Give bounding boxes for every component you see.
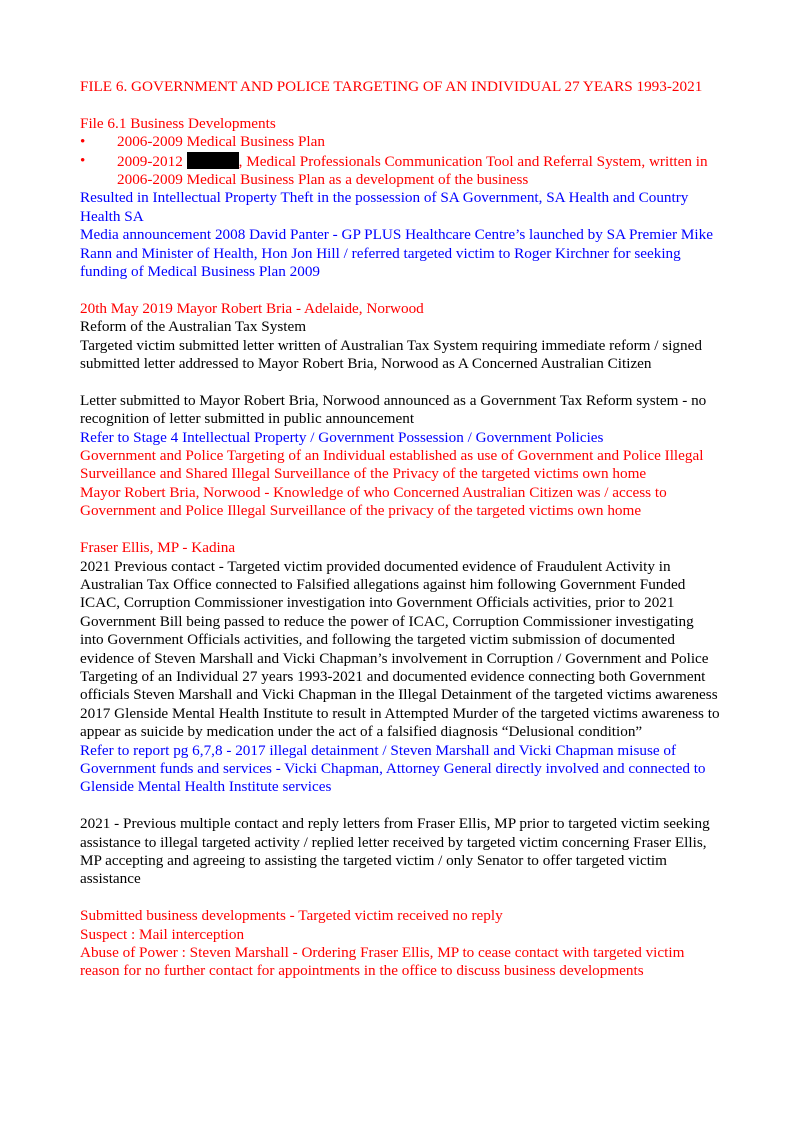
section-heading-business-developments: File 6.1 Business Developments <box>80 114 276 132</box>
bullet-item-communication-tool <box>80 152 720 190</box>
spacer <box>80 521 720 539</box>
bullet-text: 2006-2009 Medical Business Plan <box>117 133 325 151</box>
redaction-box <box>187 152 239 169</box>
bullet-marker: • <box>80 133 86 151</box>
spacer <box>80 797 720 815</box>
suspect-line: Suspect : Mail interception <box>80 925 245 943</box>
previous-contact-paragraph: 2021 Previous contact - Targeted victim provided documented evidence of Fraudulent Activity in Australian Tax Office connected to Falsified allegations against him following Government Funded ICAC, Corruption Commissioner investigation into Government Officials activities, prior to 2021 Government Bill being passed to reduce the power of ICAC, Corruption Commissioner investigating into Government Officials activities, and following the targeted victim submission of documented evidence of Steven Marshall and Vicki Chapman’s involvement in Corruption / Government and Police Targeting of an Individual 27 years 1993-2021 and documented evidence connecting both Government officials Steven Marshall and Vicki Chapman in the Illegal Detainment of the targeted victims awareness 2017 Glenside Mental Health Institute to result in Attempted Murder of the targeted victims awareness to appear as suicide by medication under the act of a falsified diagnosis “Delusional condition” <box>80 557 720 741</box>
file-title: FILE 6. GOVERNMENT AND POLICE TARGETING OF AN INDIVIDUAL 27 YEARS 1993-2021 <box>80 78 703 95</box>
spacer <box>80 889 720 907</box>
section-heading-fraser-ellis: Fraser Ellis, MP - Kadina <box>80 539 236 557</box>
bullet-marker: • <box>80 151 86 169</box>
abuse-of-power-paragraph: Abuse of Power : Steven Marshall - Ordering Fraser Ellis, MP to cease contact with targeted victim reason for no further contact for appointments in the office to discuss business developments <box>80 944 685 980</box>
bullet-year: 2009-2012 <box>117 152 183 170</box>
section-heading-mayor-robert-bria: 20th May 2019 Mayor Robert Bria - Adelaide, Norwood <box>80 299 424 317</box>
refer-stage4-paragraph: Refer to Stage 4 Intellectual Property / Government Possession / Government Policies <box>80 428 604 446</box>
refer-report-paragraph: Refer to report pg 6,7,8 - 2017 illegal detainment / Steven Marshall and Vicki Chapman misuse of Government funds and services - Vicki Chapman, Attorney General directly involved and connected to Glenside Mental Health Institute services <box>80 741 706 796</box>
tax-letter-paragraph: Targeted victim submitted letter written of Australian Tax System requiring immediate reform / signed submitted letter addressed to Mayor Robert Bria, Norwood as A Concerned Australian Citizen <box>80 336 702 373</box>
spacer <box>80 96 720 114</box>
bullet-item-medical-business-plan <box>80 133 720 151</box>
targeting-paragraph: Government and Police Targeting of an Individual established as use of Government and Police Illegal Surveillance and Shared Illegal Surveillance of the Privacy of the targeted victims own home <box>80 447 704 483</box>
document-page <box>80 78 720 981</box>
media-announcement-paragraph: Media announcement 2008 David Panter - GP PLUS Healthcare Centre’s launched by SA Premier Mike Rann and Minister of Health, Hon Jon Hill / referred targeted victim to Roger Kirchner for seeking funding of Medical Business Plan 2009 <box>80 226 713 281</box>
submitted-developments-line: Submitted business developments - Targeted victim received no reply <box>80 907 503 925</box>
spacer <box>80 373 720 391</box>
mayor-knowledge-paragraph: Mayor Robert Bria, Norwood - Knowledge of who Concerned Australian Citizen was / access to Government and Police Illegal Surveillance of the privacy of the targeted victims own home <box>80 483 667 520</box>
spacer <box>80 281 720 299</box>
subheading-tax-reform: Reform of the Australian Tax System <box>80 318 307 336</box>
reply-letters-paragraph: 2021 - Previous multiple contact and reply letters from Fraser Ellis, MP prior to targeted victim seeking assistance to illegal targeted activity / replied letter received by targeted victim concerning Fraser Ellis, MP accepting and agreeing to assisting the targeted victim / only Senator to offer targeted victim assistance <box>80 815 710 888</box>
result-paragraph: Resulted in Intellectual Property Theft in the possession of SA Government, SA Health and Country Health SA <box>80 189 689 225</box>
bullet-text: , Medical Professionals Communication Tool and Referral System, written in 2006-2009 Medical Business Plan as a development of the business <box>117 152 708 189</box>
letter-submitted-paragraph: Letter submitted to Mayor Robert Bria, Norwood announced as a Government Tax Reform system - no recognition of letter submitted in public announcement <box>80 391 707 428</box>
